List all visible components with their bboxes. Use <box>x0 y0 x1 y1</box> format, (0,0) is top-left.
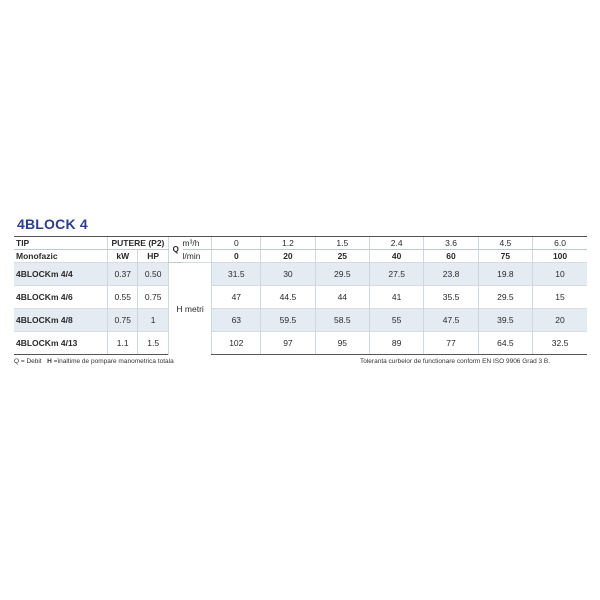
monofazic-header: Monofazic <box>16 251 58 261</box>
head-value: 55 <box>369 309 423 332</box>
header-row-2 <box>14 250 587 263</box>
table-row <box>14 332 587 355</box>
putere-header: PUTERE (P2) <box>108 237 169 250</box>
legend-h-key: H <box>47 358 52 365</box>
q-lmin-cell: 20 <box>261 250 315 263</box>
hp-header: HP <box>138 250 168 263</box>
head-value: 32.5 <box>533 332 587 355</box>
q-lmin-cell: 75 <box>478 250 532 263</box>
head-value: 10 <box>533 263 587 286</box>
head-value: 63 <box>212 309 261 332</box>
model-name: 4BLOCKm 4/13 <box>14 332 108 355</box>
q-symbol: Q <box>168 237 182 263</box>
q-m3h-cell: 2.4 <box>369 237 423 250</box>
kw-value: 1.1 <box>108 332 138 355</box>
head-value: 97 <box>261 332 315 355</box>
legend-note <box>14 358 174 365</box>
model-name: 4BLOCKm 4/4 <box>14 263 108 286</box>
q-lmin-cell: 60 <box>424 250 478 263</box>
head-value: 35.5 <box>424 286 478 309</box>
head-value: 19.8 <box>478 263 532 286</box>
head-value: 47 <box>212 286 261 309</box>
tolerance-note: Toleranta curbelor de functionare conform EN ISO 9906 Grad 3 B. <box>360 358 551 365</box>
kw-header: kW <box>108 250 138 263</box>
head-value: 15 <box>533 286 587 309</box>
q-m3h-cell: 1.2 <box>261 237 315 250</box>
kw-value: 0.37 <box>108 263 138 286</box>
hp-value: 1 <box>138 309 168 332</box>
table-row <box>14 286 587 309</box>
q-lmin-cell: 100 <box>533 250 587 263</box>
head-value: 31.5 <box>212 263 261 286</box>
head-value: 89 <box>369 332 423 355</box>
legend-q: Q = Debit <box>14 358 42 365</box>
unit-lmin: l/min <box>182 251 201 261</box>
hp-value: 0.50 <box>138 263 168 286</box>
head-value: 44.5 <box>261 286 315 309</box>
q-lmin-cell: 40 <box>369 250 423 263</box>
head-value: 39.5 <box>478 309 532 332</box>
q-lmin-cell: 25 <box>315 250 369 263</box>
head-value: 29.5 <box>478 286 532 309</box>
q-m3h-cell: 6.0 <box>533 237 587 250</box>
table-title: 4BLOCK 4 <box>17 216 88 232</box>
unit-m3h: m³/h <box>183 237 212 250</box>
head-value: 20 <box>533 309 587 332</box>
hp-value: 1.5 <box>138 332 168 355</box>
head-value: 102 <box>212 332 261 355</box>
table-row <box>14 263 587 286</box>
q-m3h-cell: 4.5 <box>478 237 532 250</box>
head-value: 58.5 <box>315 309 369 332</box>
head-value: 27.5 <box>369 263 423 286</box>
head-value: 29.5 <box>315 263 369 286</box>
table-row <box>14 309 587 332</box>
q-m3h-cell: 3.6 <box>424 237 478 250</box>
performance-table <box>14 236 587 355</box>
head-value: 44 <box>315 286 369 309</box>
h-metri-label: H metri <box>168 263 211 355</box>
head-value: 64.5 <box>478 332 532 355</box>
head-value: 41 <box>369 286 423 309</box>
head-value: 23.8 <box>424 263 478 286</box>
head-value: 95 <box>315 332 369 355</box>
head-value: 77 <box>424 332 478 355</box>
q-lmin-cell: 0 <box>212 250 261 263</box>
legend-h-text: =înaltime de pompare manometrica totala <box>51 358 174 365</box>
hp-value: 0.75 <box>138 286 168 309</box>
tip-header: TIP <box>14 237 108 250</box>
q-m3h-cell: 1.5 <box>315 237 369 250</box>
model-name: 4BLOCKm 4/6 <box>14 286 108 309</box>
kw-value: 0.55 <box>108 286 138 309</box>
header-row-1 <box>14 237 587 250</box>
q-m3h-cell: 0 <box>212 237 261 250</box>
head-value: 47.5 <box>424 309 478 332</box>
head-value: 30 <box>261 263 315 286</box>
model-name: 4BLOCKm 4/8 <box>14 309 108 332</box>
head-value: 59.5 <box>261 309 315 332</box>
kw-value: 0.75 <box>108 309 138 332</box>
